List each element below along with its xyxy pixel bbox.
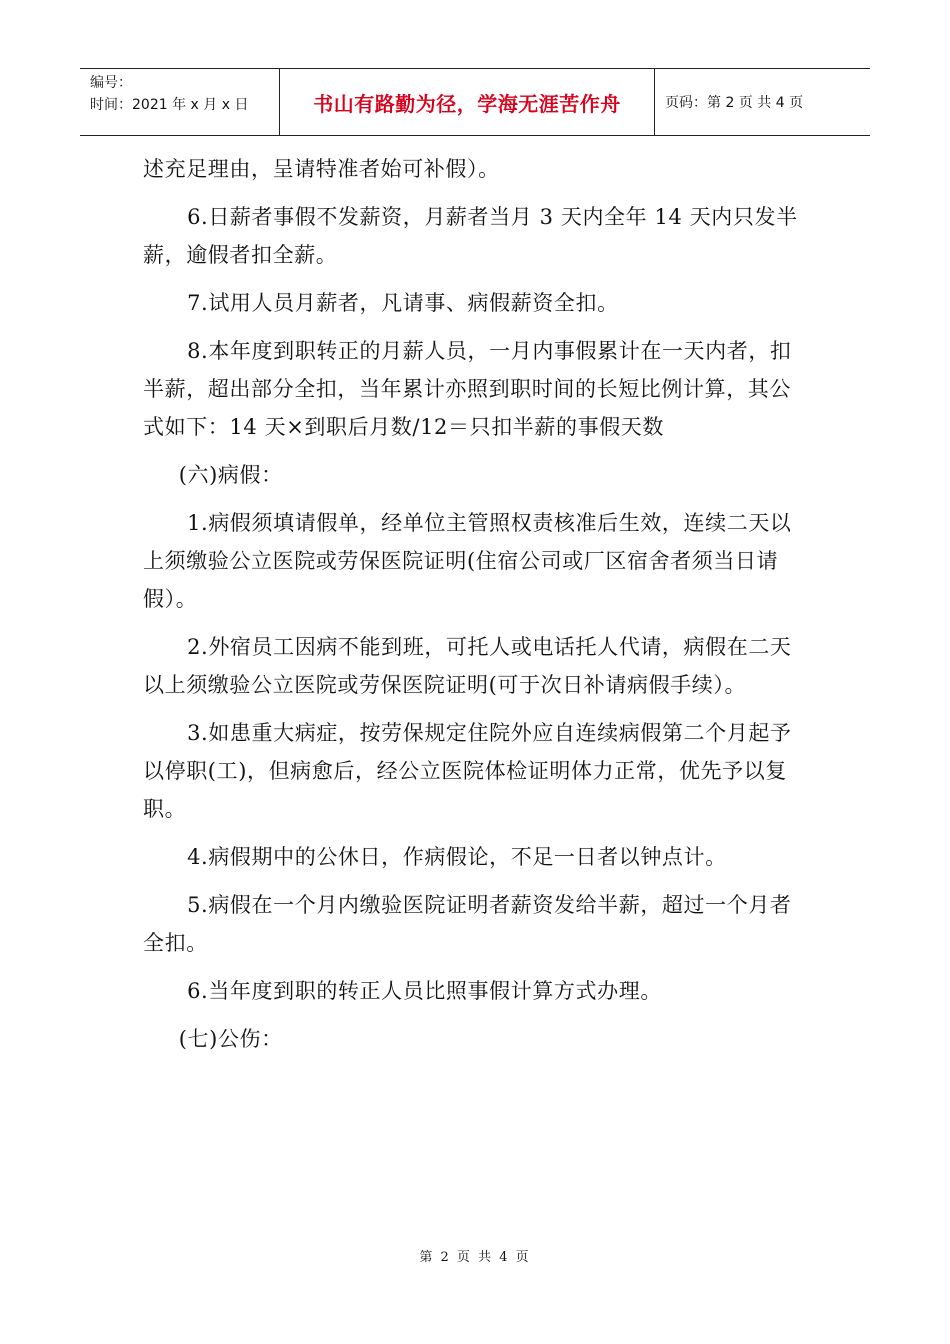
paragraph-continuation: 述充足理由，呈请特准者始可补假）。 bbox=[143, 157, 500, 181]
section-heading-work-injury: (七)公伤： bbox=[178, 1027, 283, 1051]
paragraph-sick-3: 3.如患重大病症，按劳保规定住院外应自连续病假第二个月起予以停职(工)，但病愈后，经公立医院体检证明体力正常，优先予以复职。 bbox=[143, 721, 792, 821]
paragraph-item-6: 6.日薪者事假不发薪资，月薪者当月 3 天内全年 14 天内只发半薪，逾假者扣全薪。 bbox=[143, 205, 798, 267]
paragraph-item-8: 8.本年度到职转正的月薪人员，一月内事假累计在一天内者，扣半薪，超出部分全扣，当年累计亦照到职时间的长短比例计算，其公式如下：14 天×到职后月数/12＝只扣半薪的事假天数 bbox=[143, 339, 792, 439]
page-header bbox=[80, 68, 870, 136]
section-heading-sick-leave: (六)病假： bbox=[178, 463, 283, 487]
paragraph-sick-2: 2.外宿员工因病不能到班，可托人或电话托人代请，病假在二天以上须缴验公立医院或劳保医院证明(可于次日补请病假手续）。 bbox=[143, 635, 792, 697]
header-motto: 书山有路勤为径，学海无涯苦作舟 bbox=[280, 69, 655, 135]
paragraph-item-7: 7.试用人员月薪者，凡请事、病假薪资全扣。 bbox=[187, 291, 619, 315]
document-number-label: 编号： bbox=[90, 75, 132, 91]
paragraph-sick-5: 5.病假在一个月内缴验医院证明者薪资发给半薪，超过一个月者全扣。 bbox=[143, 893, 792, 955]
header-page-number: 页码：第 2 页 共 4 页 bbox=[665, 95, 804, 111]
paragraph-sick-6: 6.当年度到职的转正人员比照事假计算方式办理。 bbox=[187, 979, 662, 1003]
paragraph-sick-1: 1.病假须填请假单，经单位主管照权责核准后生效，连续二天以上须缴验公立医院或劳保医院证明(住宿公司或厂区宿舍者须当日请假）。 bbox=[143, 511, 792, 611]
page-footer: 第 2 页 共 4 页 bbox=[419, 1250, 531, 1265]
header-meta bbox=[80, 69, 280, 135]
document-body bbox=[143, 150, 811, 1068]
paragraph-sick-4: 4.病假期中的公休日，作病假论，不足一日者以钟点计。 bbox=[187, 845, 727, 869]
document-date: 时间：2021 年 x 月 x 日 bbox=[90, 97, 249, 113]
